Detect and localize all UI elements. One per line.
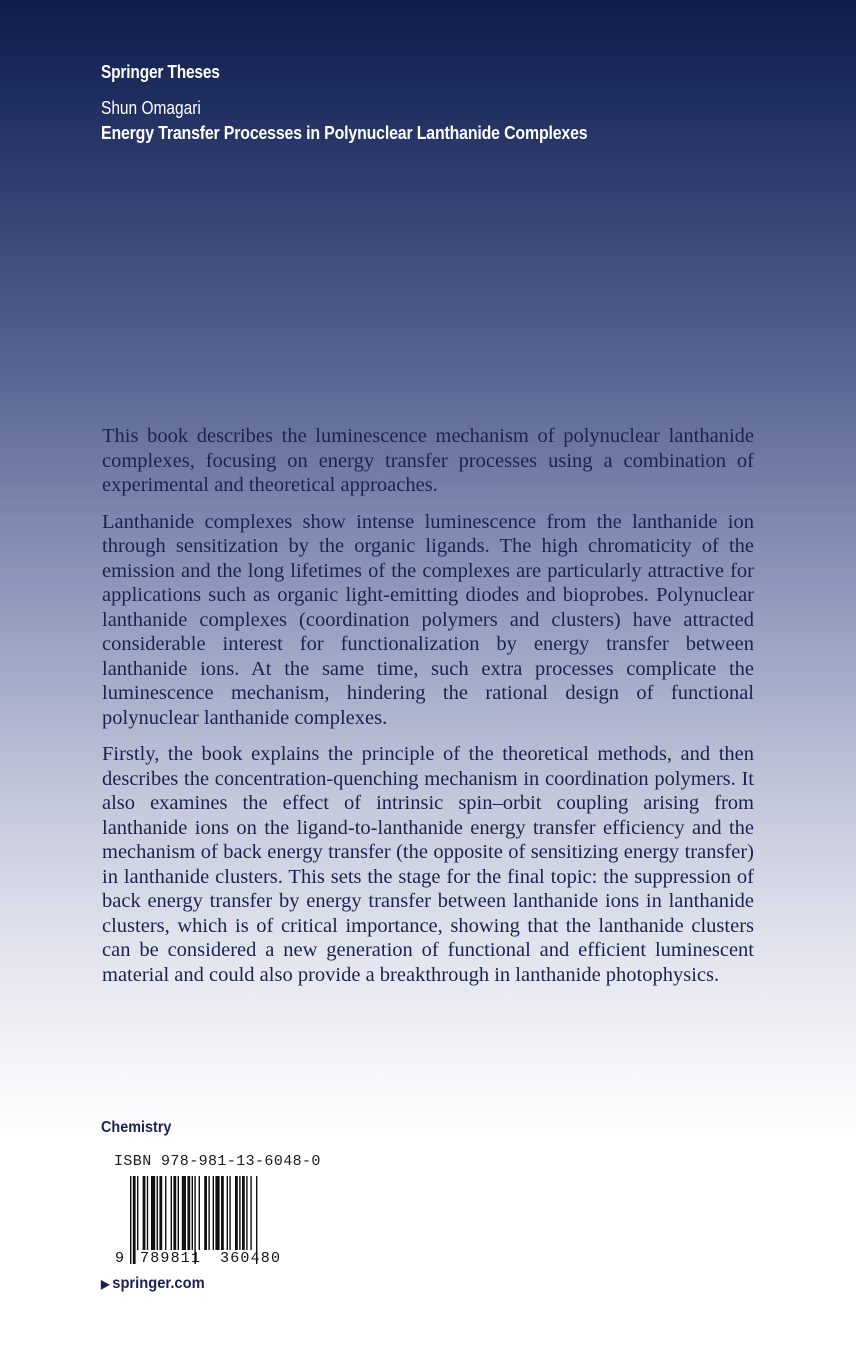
triangle-right-icon: ▶ (101, 1277, 110, 1291)
subject-category: Chemistry (101, 1119, 172, 1136)
barcode-bar (178, 1176, 179, 1250)
barcode-right-digits: 360480 (220, 1250, 282, 1267)
barcode-bar (215, 1176, 219, 1250)
barcode-bar (173, 1176, 176, 1250)
barcode-bar (187, 1176, 190, 1250)
barcode-bar (137, 1176, 138, 1250)
barcode-bar (192, 1176, 193, 1250)
barcode-bar (221, 1176, 224, 1250)
barcode-first-digit: 9 (115, 1250, 125, 1267)
barcode-bar (204, 1176, 207, 1250)
publisher-url: springer.com (112, 1275, 205, 1292)
publisher-link[interactable] (101, 1275, 205, 1293)
author-name: Shun Omagari (101, 98, 201, 118)
barcode-bar (157, 1176, 158, 1250)
barcode-bar (235, 1176, 238, 1250)
barcode-bar (242, 1176, 245, 1250)
barcode-bar (250, 1176, 251, 1250)
barcode-bar (143, 1176, 146, 1250)
barcode-bar (130, 1176, 131, 1264)
isbn-text: ISBN 978-981-13-6048-0 (114, 1153, 321, 1170)
blurb-paragraph-2: Lanthanide complexes show intense luminescence from the lanthanide ion through sensitization by the organic ligands. The high chromaticity of the emission and the long lifetimes of the complexes are particularly attractive for applications such as organic light-emitting diodes and bioprobes. Polynuclear lanthanide complexes (coordination polymers and clusters) have attracted considerable interest for functionalization by energy transfer between lanthanide ions. At the same time, such extra processes complicate the luminescence mechanism, hindering the rational design of functional polynuclear lanthanide complexes. (102, 510, 754, 729)
blurb-paragraph-1: This book describes the luminescence mechanism of polynuclear lanthanide complexes, focusing on energy transfer processes using a combination of experimental and theoretical approaches. (102, 425, 754, 496)
barcode-bar (199, 1176, 200, 1250)
barcode-bar (171, 1176, 172, 1250)
barcode-bar (227, 1176, 228, 1250)
barcode-bar (239, 1176, 240, 1250)
book-title: Energy Transfer Processes in Polynuclear Lanthanide Complexes (101, 122, 588, 143)
barcode-bar (133, 1176, 136, 1264)
barcode-bar (151, 1176, 155, 1250)
barcode-bar (208, 1176, 209, 1250)
barcode-bar (147, 1176, 148, 1250)
barcode-bar (213, 1176, 214, 1250)
series-name: Springer Theses (101, 62, 220, 82)
barcode-bar (165, 1176, 166, 1250)
barcode (112, 1172, 312, 1268)
blurb-paragraph-3: Firstly, the book explains the principle of the theoretical methods, and then describes the concentration-quenching mechanism in coordination polymers. It also examines the effect of intrinsic spin–orbit coupling arising from lanthanide ions on the ligand-to-lanthanide energy transfer efficiency and the mechanism of back energy transfer (the opposite of sensitizing energy transfer) in lanthanide clusters. This sets the stage for the final topic: the suppression of back energy transfer by energy transfer between lanthanide ions in lanthanide clusters, which is of critical importance, showing that the lanthanide clusters can be considered a new generation of functional and efficient luminescent material and could also provide a breakthrough in lanthanide photophysics. (102, 743, 754, 986)
blurb (102, 424, 754, 999)
barcode-bar (159, 1176, 162, 1250)
barcode-bar (229, 1176, 230, 1250)
barcode-bar (182, 1176, 186, 1250)
barcode-left-digits: 789811 (140, 1250, 202, 1267)
barcode-bar (246, 1176, 247, 1250)
